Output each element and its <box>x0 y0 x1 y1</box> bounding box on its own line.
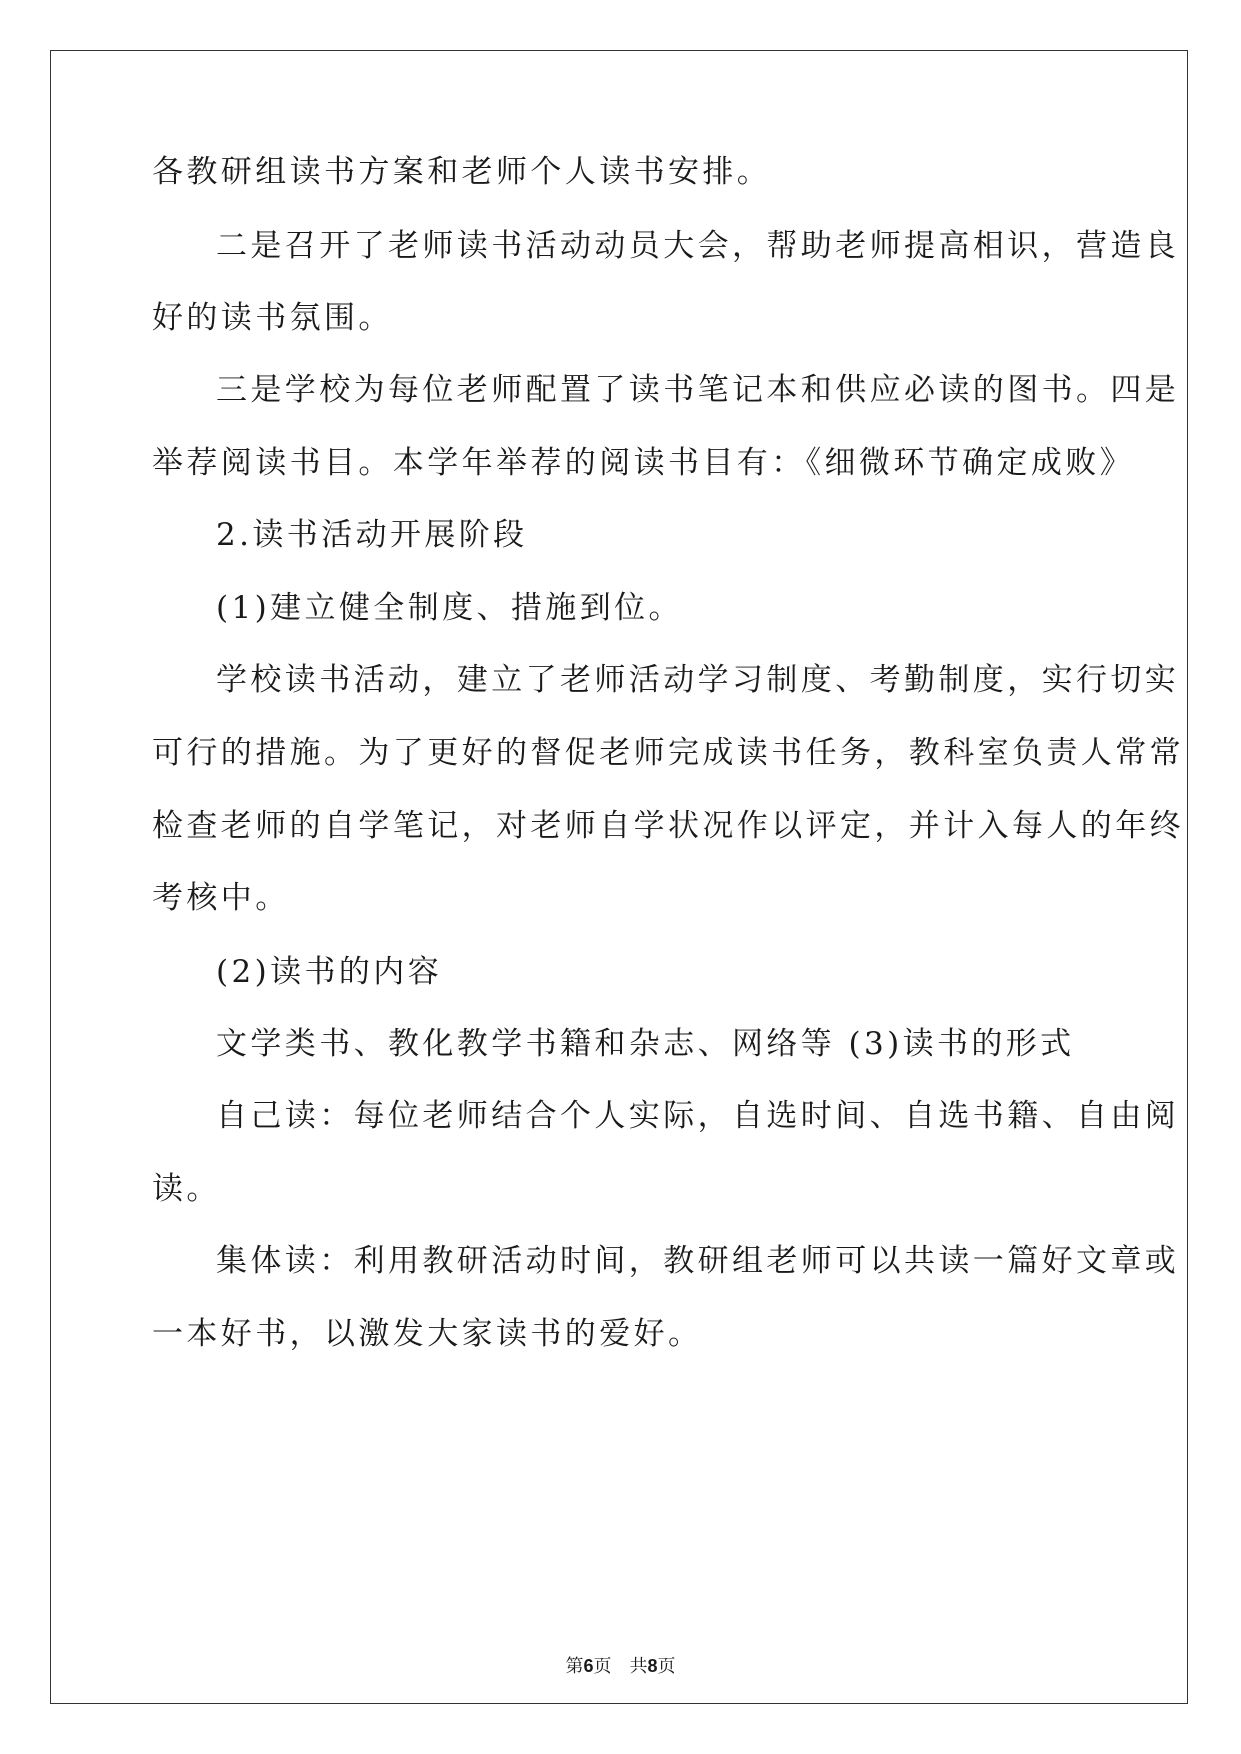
paragraph-line: 考核中。 <box>152 880 290 916</box>
footer-total-pages: 8 <box>647 1656 658 1676</box>
paragraph-line: 读。 <box>152 1171 221 1207</box>
footer-suffix: 页 <box>657 1656 676 1676</box>
paragraph-line: 三是学校为每位老师配置了读书笔记本和供应必读的图书。四是 <box>216 372 1180 408</box>
footer-mid: 页 共 <box>593 1656 648 1676</box>
paragraph-line: 自己读：每位老师结合个人实际，自选时间、自选书籍、自由阅 <box>216 1098 1180 1134</box>
section-heading: 2.读书活动开展阶段 <box>216 517 528 553</box>
paragraph-line: 好的读书氛围。 <box>152 300 393 336</box>
subsection-heading: (1)建立健全制度、措施到位。 <box>216 590 683 626</box>
paragraph-line: 检查老师的自学笔记，对老师自学状况作以评定，并计入每人的年终 <box>152 808 1184 844</box>
page-footer <box>0 1654 1241 1678</box>
paragraph-line: 集体读：利用教研活动时间，教研组老师可以共读一篇好文章或 <box>216 1243 1180 1279</box>
paragraph-line: 一本好书，以激发大家读书的爱好。 <box>152 1316 703 1352</box>
paragraph-line: 各教研组读书方案和老师个人读书安排。 <box>152 154 772 190</box>
paragraph-line: 学校读书活动，建立了老师活动学习制度、考勤制度，实行切实 <box>216 662 1180 698</box>
subsection-heading: (2)读书的内容 <box>216 954 443 990</box>
paragraph-line: 举荐阅读书目。本学年举荐的阅读书目有：《细微环节确定成败》 <box>152 445 1135 481</box>
paragraph-line: 可行的措施。为了更好的督促老师完成读书任务，教科室负责人常常 <box>152 735 1184 771</box>
footer-page-number: 6 <box>583 1656 594 1676</box>
footer-prefix: 第 <box>565 1656 584 1676</box>
paragraph-line: 文学类书、教化教学书籍和杂志、网络等 (3)读书的形式 <box>216 1026 1075 1062</box>
paragraph-line: 二是召开了老师读书活动动员大会，帮助老师提高相识，营造良 <box>216 228 1180 264</box>
